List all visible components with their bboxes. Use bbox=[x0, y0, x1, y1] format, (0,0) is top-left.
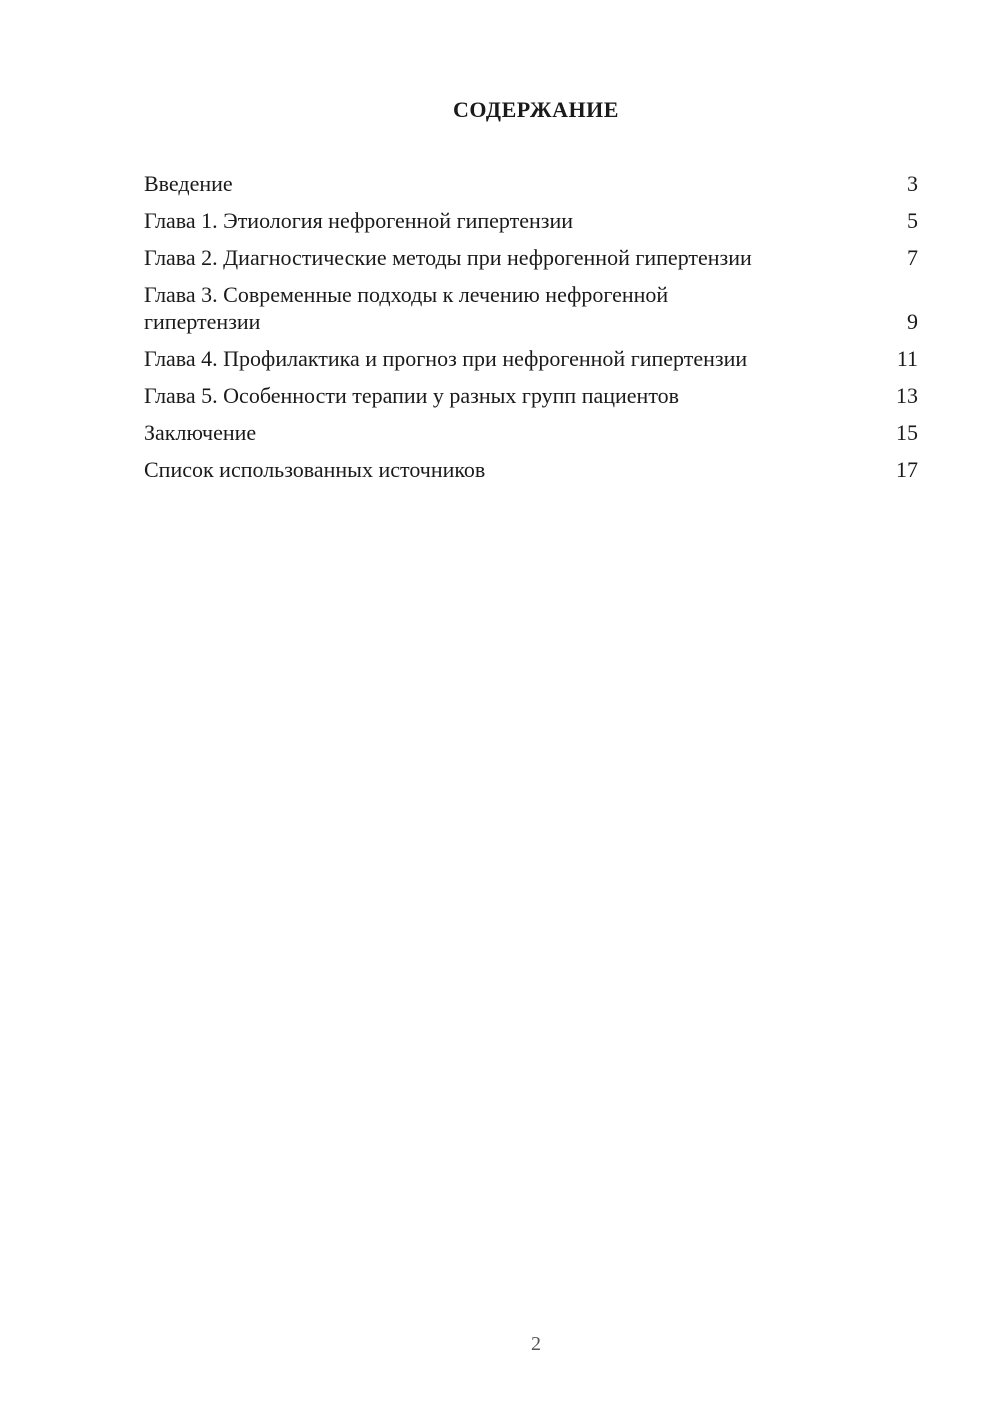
toc-entry-page: 9 bbox=[907, 309, 918, 334]
toc-entry-introduction bbox=[144, 170, 918, 197]
toc-entry-references bbox=[144, 456, 918, 483]
toc-entry-text: Глава 1. Этиология нефрогенной гипертензии bbox=[144, 208, 573, 233]
toc-entry-page: 5 bbox=[907, 208, 918, 233]
toc-entry-text: Введение bbox=[144, 171, 233, 196]
toc-entry-text: Глава 2. Диагностические методы при нефрогенной гипертензии bbox=[144, 245, 752, 270]
toc-entry-page: 7 bbox=[907, 245, 918, 270]
toc-entry-chapter-1 bbox=[144, 207, 918, 234]
toc-entry-page: 11 bbox=[896, 346, 918, 371]
toc-entry-chapter-2 bbox=[144, 244, 918, 271]
toc-title: СОДЕРЖАНИЕ bbox=[453, 97, 619, 122]
toc-entry-page: 13 bbox=[896, 383, 918, 408]
toc-entry-chapter-4 bbox=[144, 345, 918, 372]
toc-entry-text: Список использованных источников bbox=[144, 457, 486, 482]
toc-entry-chapter-3 bbox=[144, 281, 918, 335]
table-of-contents bbox=[144, 170, 918, 493]
toc-entry-text: Глава 5. Особенности терапии у разных групп пациентов bbox=[144, 383, 680, 408]
toc-entry-text: Заключение bbox=[144, 420, 257, 445]
toc-entry-page: 17 bbox=[896, 457, 918, 482]
toc-entry-page: 15 bbox=[896, 420, 918, 445]
toc-entry-conclusion bbox=[144, 419, 918, 446]
toc-entry-text: Глава 3. Современные подходы к лечению нефрогенной гипертензии bbox=[144, 282, 669, 334]
toc-entry-chapter-5 bbox=[144, 382, 918, 409]
page-number: 2 bbox=[531, 1333, 541, 1355]
toc-entry-page: 3 bbox=[907, 171, 918, 196]
toc-entry-text: Глава 4. Профилактика и прогноз при нефрогенной гипертензии bbox=[144, 346, 748, 371]
